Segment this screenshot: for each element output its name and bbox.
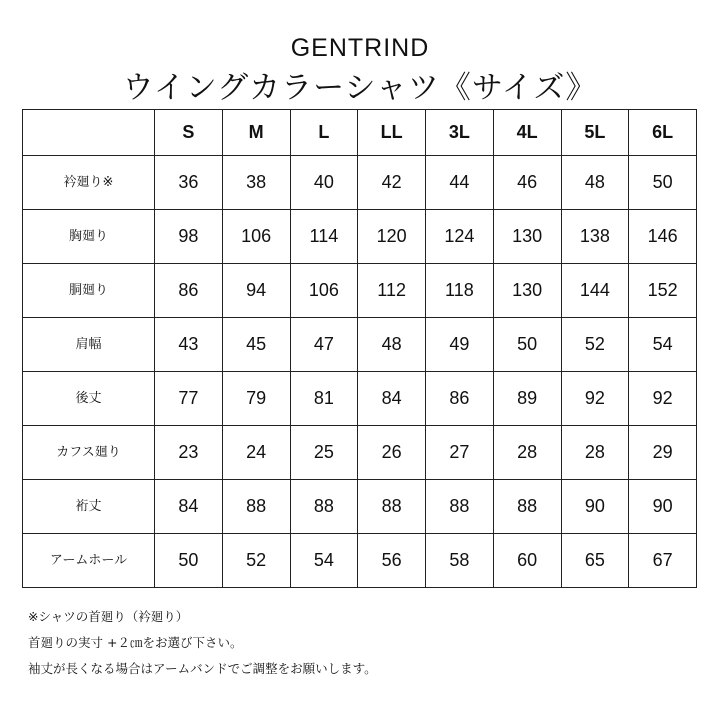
table-cell: 47 [290, 318, 358, 372]
table-cell: 88 [493, 480, 561, 534]
table-cell: 45 [222, 318, 290, 372]
table-cell: 24 [222, 426, 290, 480]
table-cell: 79 [222, 372, 290, 426]
table-cell: 65 [561, 534, 629, 588]
table-cell: 124 [426, 210, 494, 264]
table-cell: 138 [561, 210, 629, 264]
table-cell: 86 [426, 372, 494, 426]
table-cell: 38 [222, 156, 290, 210]
table-cell: 50 [629, 156, 697, 210]
table-cell: 118 [426, 264, 494, 318]
note-collar-definition: ※シャツの首廻り（衿廻り） [28, 609, 189, 624]
table-cell: 52 [222, 534, 290, 588]
table-cell: 114 [290, 210, 358, 264]
table-cell: 84 [358, 372, 426, 426]
table-cell: 42 [358, 156, 426, 210]
row-label: アームホール [23, 534, 155, 588]
row-label: 肩幅 [23, 318, 155, 372]
table-cell: 84 [155, 480, 223, 534]
table-cell: 36 [155, 156, 223, 210]
table-cell: 88 [426, 480, 494, 534]
table-cell: 48 [561, 156, 629, 210]
row-armhole [23, 534, 697, 588]
row-sleeve-length [23, 480, 697, 534]
table-cell: 144 [561, 264, 629, 318]
table-cell: 50 [493, 318, 561, 372]
table-cell: 54 [290, 534, 358, 588]
table-cell: 49 [426, 318, 494, 372]
table-cell: 44 [426, 156, 494, 210]
table-cell: 81 [290, 372, 358, 426]
table-cell: 146 [629, 210, 697, 264]
table-cell: 88 [290, 480, 358, 534]
size-header-l: L [290, 110, 358, 156]
table-cell: 98 [155, 210, 223, 264]
table-cell: 48 [358, 318, 426, 372]
size-header-s: S [155, 110, 223, 156]
table-cell: 29 [629, 426, 697, 480]
table-cell: 94 [222, 264, 290, 318]
size-header-5l: 5L [561, 110, 629, 156]
table-cell: 77 [155, 372, 223, 426]
table-cell: 92 [561, 372, 629, 426]
table-cell: 90 [629, 480, 697, 534]
size-header-ll: LL [358, 110, 426, 156]
note-sleeve-adjust: 袖丈が長くなる場合はアームバンドでご調整をお願いします。 [28, 661, 377, 676]
table-cell: 56 [358, 534, 426, 588]
table-cell: 67 [629, 534, 697, 588]
table-cell: 106 [290, 264, 358, 318]
size-header-m: M [222, 110, 290, 156]
table-cell: 43 [155, 318, 223, 372]
table-cell: 60 [493, 534, 561, 588]
row-label: カフス廻り [23, 426, 155, 480]
table-cell: 86 [155, 264, 223, 318]
row-label: 後丈 [23, 372, 155, 426]
brand-name: GENTRIND [290, 34, 430, 62]
size-header-row [23, 110, 697, 156]
table-cell: 27 [426, 426, 494, 480]
row-collar [23, 156, 697, 210]
table-cell: 28 [493, 426, 561, 480]
table-cell: 54 [629, 318, 697, 372]
table-corner-cell [23, 110, 155, 156]
notes-section [28, 604, 688, 682]
table-cell: 130 [493, 210, 561, 264]
row-label: 胸廻り [23, 210, 155, 264]
table-cell: 152 [629, 264, 697, 318]
row-back-length [23, 372, 697, 426]
size-chart-table [22, 109, 697, 588]
row-label: 胴廻り [23, 264, 155, 318]
table-cell: 130 [493, 264, 561, 318]
table-cell: 50 [155, 534, 223, 588]
table-cell: 46 [493, 156, 561, 210]
table-cell: 23 [155, 426, 223, 480]
row-chest [23, 210, 697, 264]
table-cell: 88 [222, 480, 290, 534]
row-waist [23, 264, 697, 318]
note-size-advice: 首廻りの実寸 +２㎝をお選び下さい。 [28, 635, 243, 650]
table-cell: 58 [426, 534, 494, 588]
table-cell: 92 [629, 372, 697, 426]
row-cuff [23, 426, 697, 480]
size-header-4l: 4L [493, 110, 561, 156]
row-label: 裄丈 [23, 480, 155, 534]
table-cell: 26 [358, 426, 426, 480]
table-cell: 120 [358, 210, 426, 264]
table-cell: 52 [561, 318, 629, 372]
size-header-3l: 3L [426, 110, 494, 156]
page-title: ウイングカラーシャツ《サイズ》 [122, 70, 598, 106]
row-label: 衿廻り※ [23, 156, 155, 210]
size-header-6l: 6L [629, 110, 697, 156]
table-cell: 28 [561, 426, 629, 480]
table-cell: 106 [222, 210, 290, 264]
table-cell: 88 [358, 480, 426, 534]
table-cell: 112 [358, 264, 426, 318]
table-cell: 90 [561, 480, 629, 534]
table-cell: 40 [290, 156, 358, 210]
table-cell: 25 [290, 426, 358, 480]
row-shoulder [23, 318, 697, 372]
table-cell: 89 [493, 372, 561, 426]
